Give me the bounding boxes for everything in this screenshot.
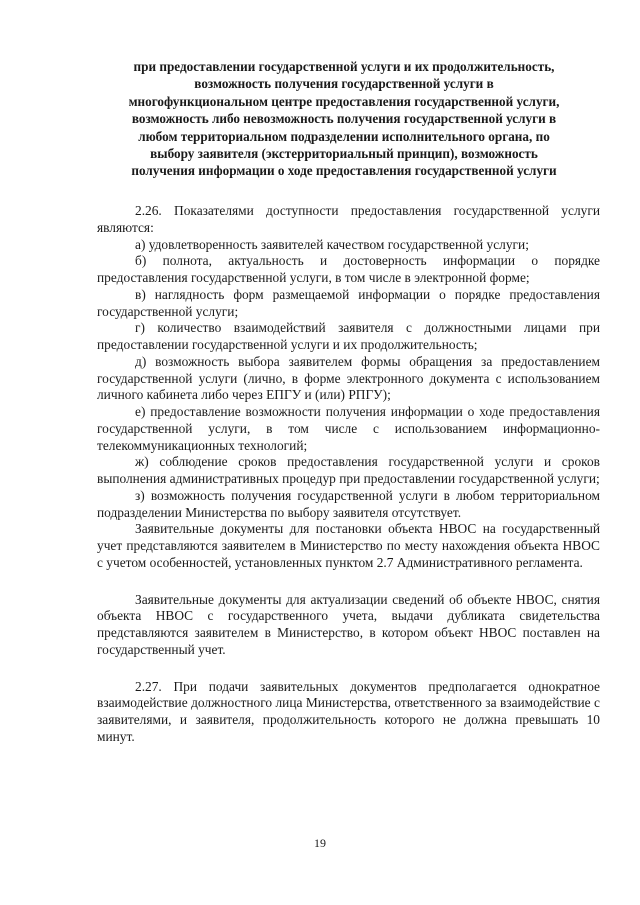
list-item-e: е) предоставление возможности получения информации о ходе предоставления государственной услуги, в том числе с использованием информационно-телекоммуникационных технологий;	[97, 404, 600, 453]
document-body	[97, 203, 600, 746]
heading-line: возможность либо невозможность получения государственной услуги в	[131, 111, 557, 127]
heading-line: любом территориальном подразделении исполнительного органа, по	[138, 128, 550, 144]
list-item-d: д) возможность выбора заявителем формы обращения за предоставлением государственной услуги (лично, в форме электронного документа с использованием личного кабинета либо через ЕПГУ и (или) РПГУ);	[97, 353, 600, 403]
heading-line: многофункциональном центре предоставления государственной услуги,	[128, 93, 560, 109]
list-item-b: б) полнота, актуальность и достоверность информации о порядке предоставления государственной услуги, в том числе в электронной форме;	[97, 253, 600, 285]
paragraph-registration: Заявительные документы для постановки объекта НВОС на государственный учет представляются заявителем в Министерство по месту нахождения объекта НВОС с учетом особенностей, установленных пунктом 2.7 Административного регламента.	[97, 521, 600, 570]
section-heading	[88, 58, 600, 180]
paragraph-gap	[97, 572, 600, 592]
paragraph-update: Заявительные документы для актуализации сведений об объекте НВОС, снятия объекта НВОС с государственного учета, выдачи дубликата свидетельства представляются заявителем в Министерство, в котором объект НВОС поставлен на государственный учет.	[97, 591, 600, 657]
paragraph-gap	[97, 659, 600, 679]
list-item-a: а) удовлетворенность заявителей качеством государственной услуги;	[135, 236, 529, 252]
page-number: 19	[314, 836, 326, 850]
paragraph-2-27: 2.27. При подачи заявительных документов предполагается однократное взаимодействие должностного лица Министерства, ответственного за взаимодействие с заявителями, и заявителя, продолжительность которого не должна превышать 10 минут.	[97, 678, 600, 744]
heading-line: при предоставлении государственной услуги и их продолжительность,	[133, 59, 555, 74]
list-item-g: г) количество взаимодействий заявителя с должностными лицами при предоставлении государственной услуги и их продолжительность;	[97, 320, 600, 352]
heading-line: возможность получения государственной услуги в	[194, 76, 494, 92]
list-item-zh: ж) соблюдение сроков предоставления государственной услуги и сроков выполнения административных процедур при предоставлении государственной услуги;	[97, 454, 600, 486]
heading-line: получения информации о ходе предоставления государственной услуги	[131, 163, 557, 179]
heading-line: выбору заявителя (экстерриториальный принцип), возможность	[150, 146, 538, 162]
paragraph-2-26-intro: 2.26. Показателями доступности предоставления государственной услуги являются:	[97, 203, 600, 235]
list-item-v: в) наглядность форм размещаемой информации о порядке предоставления государственной услуги;	[97, 286, 600, 319]
list-item-z: з) возможность получения государственной услуги в любом территориальном подразделении Министерства по выбору заявителя отсутствует.	[97, 487, 600, 520]
